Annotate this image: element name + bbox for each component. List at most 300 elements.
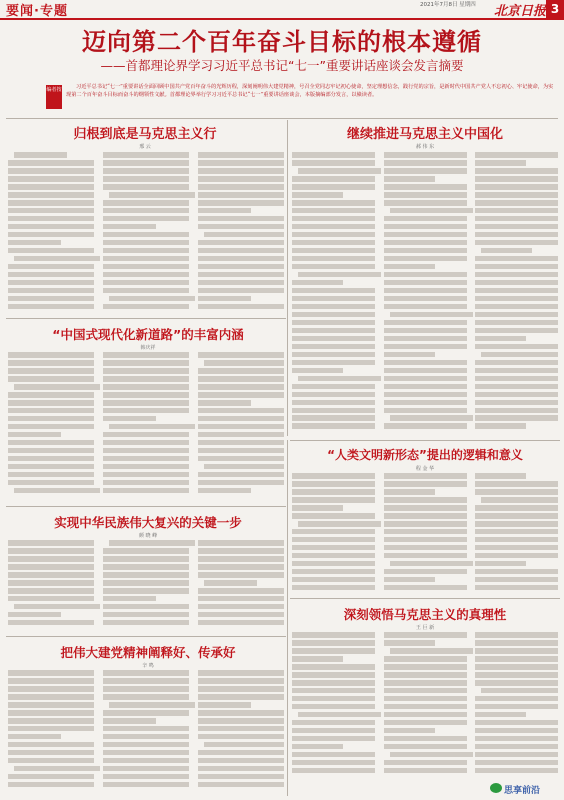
- divider: [290, 598, 560, 599]
- text-line: [8, 548, 94, 554]
- text-line: [103, 264, 189, 270]
- text-line: [8, 456, 94, 462]
- article-body: [292, 473, 558, 593]
- text-line: [475, 545, 558, 551]
- text-line: [384, 400, 467, 406]
- text-line: [384, 537, 467, 543]
- text-line: [475, 569, 558, 575]
- text-line: [103, 176, 189, 182]
- text-line: [103, 572, 189, 578]
- text-line: [198, 734, 284, 740]
- text-line: [103, 240, 189, 246]
- text-line: [198, 572, 284, 578]
- text-line: [103, 556, 189, 562]
- text-line: [103, 432, 189, 438]
- text-line: [292, 585, 375, 591]
- text-line: [298, 712, 381, 718]
- text-line: [384, 529, 467, 535]
- section-name: 要闻·专题: [6, 4, 68, 19]
- text-line: [8, 408, 94, 414]
- text-line: [198, 408, 284, 414]
- article-title: 继续推进马克思主义中国化: [346, 127, 503, 142]
- text-line: [384, 569, 467, 575]
- text-line: [103, 160, 189, 166]
- text-line: [109, 296, 195, 302]
- text-line: [8, 670, 94, 676]
- text-line: [198, 304, 284, 310]
- text-line: [198, 376, 284, 382]
- text-line: [103, 280, 189, 286]
- text-line: [103, 726, 189, 732]
- text-line: [292, 760, 375, 766]
- text-line: [8, 620, 94, 626]
- text-line: [475, 256, 558, 262]
- text-line: [298, 521, 381, 527]
- text-line: [8, 588, 94, 594]
- text-line: [384, 481, 467, 487]
- article-byline: 颜 晓 峰: [138, 533, 158, 539]
- text-line: [475, 184, 558, 190]
- text-line: [8, 540, 94, 546]
- text-line: [292, 256, 375, 262]
- text-line: [198, 168, 284, 174]
- text-line: [198, 718, 284, 724]
- text-line: [198, 296, 251, 302]
- text-line: [292, 408, 375, 414]
- text-line: [475, 561, 526, 567]
- article-title: “人类文明新形态”提出的逻辑和意义: [327, 448, 523, 462]
- text-line: [198, 726, 284, 732]
- editor-note-text: 习近平总书记“七一”重要讲话全面回顾中国共产党百年奋斗的光辉历程，深刻阐明伟大建党精神，号召全党同志牢记初心使命，坚定理想信念，践行党的宗旨，是新时代中国共产党人不忘初心、牢记使命，为实现第二个百年奋斗目标而奋斗的纲领性文献。首都理论界举行学习习近平总书记“七一”重要讲话座谈会，本版摘编部分发言，以飨读者。: [66, 84, 554, 98]
- text-column: [475, 632, 558, 776]
- text-line: [103, 448, 189, 454]
- text-line: [475, 585, 558, 591]
- text-column: [8, 670, 94, 790]
- text-line: [384, 392, 467, 398]
- text-line: [103, 216, 189, 222]
- editor-note-tag: 编者按: [46, 85, 62, 109]
- text-line: [103, 376, 189, 382]
- text-line: [292, 192, 343, 198]
- text-line: [292, 489, 375, 495]
- text-line: [109, 424, 195, 430]
- text-line: [390, 752, 473, 758]
- text-line: [292, 384, 375, 390]
- text-line: [14, 152, 67, 158]
- text-line: [475, 160, 526, 166]
- text-line: [384, 408, 467, 414]
- text-line: [292, 208, 375, 214]
- text-line: [384, 272, 467, 278]
- text-line: [198, 620, 284, 626]
- text-line: [198, 432, 284, 438]
- text-line: [292, 744, 343, 750]
- text-line: [109, 540, 195, 546]
- text-line: [103, 782, 189, 788]
- text-line: [292, 497, 375, 503]
- text-line: [8, 264, 94, 270]
- text-line: [292, 176, 375, 182]
- text-column: [475, 152, 558, 431]
- text-line: [103, 670, 189, 676]
- text-line: [475, 664, 558, 670]
- text-line: [103, 232, 189, 238]
- article-body: [292, 152, 558, 436]
- text-line: [198, 596, 284, 602]
- text-line: [384, 553, 467, 559]
- column-rule: [287, 440, 288, 796]
- text-line: [8, 296, 94, 302]
- text-line: [198, 766, 284, 772]
- text-line: [292, 232, 375, 238]
- text-line: [103, 304, 189, 310]
- text-line: [8, 240, 61, 246]
- text-line: [475, 368, 558, 374]
- text-line: [103, 152, 189, 158]
- column-rule: [287, 120, 288, 436]
- text-line: [292, 200, 375, 206]
- text-line: [475, 240, 558, 246]
- text-line: [292, 672, 375, 678]
- text-line: [198, 352, 284, 358]
- article-byline: 王 巨 新: [415, 625, 435, 631]
- text-line: [8, 734, 61, 740]
- text-line: [14, 488, 100, 494]
- text-line: [475, 224, 558, 230]
- text-column: [8, 152, 94, 312]
- text-line: [384, 473, 467, 479]
- text-line: [292, 415, 375, 421]
- text-line: [204, 232, 284, 238]
- text-line: [292, 728, 375, 734]
- text-line: [384, 744, 467, 750]
- text-line: [384, 513, 467, 519]
- text-line: [198, 678, 284, 684]
- text-line: [475, 489, 558, 495]
- text-line: [8, 168, 94, 174]
- text-line: [384, 344, 467, 350]
- text-line: [292, 264, 375, 270]
- wechat-icon: [490, 783, 502, 793]
- text-line: [384, 672, 467, 678]
- text-line: [292, 537, 375, 543]
- text-line: [292, 184, 375, 190]
- page-headline: 迈向第二个百年奋斗目标的根本遵循: [82, 28, 482, 56]
- text-line: [292, 545, 375, 551]
- text-line: [298, 376, 381, 382]
- text-line: [475, 264, 558, 270]
- text-line: [198, 604, 284, 610]
- text-line: [475, 672, 558, 678]
- text-line: [475, 505, 558, 511]
- text-line: [103, 710, 189, 716]
- text-line: [475, 328, 558, 334]
- text-line: [198, 240, 284, 246]
- text-line: [475, 192, 558, 198]
- text-line: [292, 696, 375, 702]
- text-line: [198, 480, 284, 486]
- text-line: [292, 248, 375, 254]
- text-column: [384, 152, 467, 431]
- text-line: [198, 424, 284, 430]
- text-line: [292, 632, 375, 638]
- text-column: [198, 670, 284, 790]
- text-line: [8, 272, 94, 278]
- text-line: [198, 152, 284, 158]
- text-line: [475, 208, 558, 214]
- text-line: [8, 176, 94, 182]
- text-line: [292, 304, 375, 310]
- text-line: [198, 256, 284, 262]
- text-line: [103, 288, 189, 294]
- page-subhead: ——首都理论界学习习近平总书记“七一”重要讲话座谈会发言摘要: [100, 58, 464, 73]
- text-line: [475, 704, 558, 710]
- text-line: [384, 423, 467, 429]
- text-line: [384, 696, 467, 702]
- text-line: [475, 752, 558, 758]
- text-line: [103, 248, 189, 254]
- text-line: [8, 612, 61, 618]
- text-line: [103, 718, 156, 724]
- text-line: [475, 280, 558, 286]
- text-column: [384, 473, 467, 593]
- text-line: [103, 360, 189, 366]
- article-body: [8, 540, 284, 632]
- text-line: [475, 481, 558, 487]
- text-line: [198, 456, 284, 462]
- text-line: [8, 224, 94, 230]
- article-title: “中国式现代化新道路”的丰富内涵: [52, 327, 244, 342]
- text-line: [204, 742, 284, 748]
- text-column: [198, 352, 284, 496]
- text-column: [384, 632, 467, 776]
- text-line: [198, 488, 251, 494]
- text-line: [292, 296, 375, 302]
- text-line: [198, 782, 284, 788]
- text-line: [292, 736, 375, 742]
- text-line: [384, 224, 467, 230]
- text-line: [475, 176, 558, 182]
- text-line: [384, 304, 467, 310]
- text-line: [292, 336, 375, 342]
- text-line: [103, 392, 189, 398]
- text-line: [198, 248, 284, 254]
- text-line: [292, 240, 375, 246]
- article-byline: 韩庆祥: [140, 345, 156, 351]
- text-line: [198, 556, 284, 562]
- text-column: [103, 352, 189, 496]
- text-line: [475, 696, 558, 702]
- article-byline: 辛 鸣: [142, 663, 154, 669]
- text-line: [475, 553, 558, 559]
- text-line: [198, 472, 284, 478]
- article-title: 把伟大建党精神阐释好、传承好: [60, 645, 236, 660]
- text-line: [475, 640, 558, 646]
- text-line: [384, 192, 467, 198]
- text-line: [8, 432, 61, 438]
- text-line: [384, 352, 435, 358]
- text-line: [475, 296, 558, 302]
- text-line: [384, 577, 435, 583]
- text-line: [475, 320, 558, 326]
- text-line: [384, 248, 467, 254]
- text-line: [198, 288, 284, 294]
- text-line: [8, 556, 94, 562]
- text-line: [475, 168, 558, 174]
- text-line: [292, 720, 375, 726]
- text-line: [475, 392, 558, 398]
- text-line: [384, 384, 467, 390]
- text-line: [475, 384, 558, 390]
- text-line: [103, 208, 189, 214]
- text-line: [384, 256, 467, 262]
- text-line: [8, 192, 94, 198]
- text-line: [103, 734, 189, 740]
- text-line: [475, 336, 526, 342]
- text-line: [384, 521, 467, 527]
- text-line: [475, 680, 558, 686]
- text-line: [292, 481, 375, 487]
- text-line: [8, 448, 94, 454]
- text-line: [384, 160, 467, 166]
- text-line: [292, 529, 375, 535]
- text-line: [103, 256, 189, 262]
- divider: [6, 636, 286, 637]
- text-line: [292, 360, 375, 366]
- text-line: [384, 728, 435, 734]
- text-line: [384, 712, 467, 718]
- text-line: [103, 416, 156, 422]
- text-line: [481, 352, 558, 358]
- text-line: [103, 472, 189, 478]
- text-line: [481, 497, 558, 503]
- text-line: [475, 632, 558, 638]
- text-line: [475, 768, 558, 774]
- text-line: [103, 168, 189, 174]
- text-line: [198, 160, 284, 166]
- text-line: [292, 640, 375, 646]
- text-line: [8, 464, 94, 470]
- paper-logo: 北京日报: [494, 4, 547, 19]
- text-line: [384, 489, 435, 495]
- text-line: [384, 640, 435, 646]
- text-line: [384, 720, 467, 726]
- text-line: [8, 472, 94, 478]
- text-line: [204, 580, 257, 586]
- text-line: [103, 580, 189, 586]
- text-line: [390, 312, 473, 318]
- text-line: [384, 585, 467, 591]
- text-line: [475, 232, 558, 238]
- text-column: [8, 540, 94, 628]
- text-line: [109, 702, 195, 708]
- text-line: [292, 513, 375, 519]
- text-line: [198, 216, 284, 222]
- text-line: [198, 588, 284, 594]
- text-line: [103, 588, 189, 594]
- text-line: [292, 392, 375, 398]
- divider: [6, 318, 286, 319]
- article-title: 归根到底是马克思主义行: [73, 127, 217, 142]
- text-line: [475, 513, 558, 519]
- text-line: [292, 688, 375, 694]
- text-line: [481, 248, 532, 254]
- text-line: [198, 392, 284, 398]
- article-body: [8, 152, 284, 314]
- text-line: [384, 240, 467, 246]
- text-line: [8, 232, 94, 238]
- text-line: [292, 577, 375, 583]
- text-line: [384, 632, 467, 638]
- text-line: [475, 312, 558, 318]
- text-line: [103, 612, 189, 618]
- text-line: [8, 572, 94, 578]
- text-line: [8, 678, 94, 684]
- text-line: [198, 208, 251, 214]
- text-line: [475, 744, 558, 750]
- text-column: [198, 540, 284, 628]
- text-column: [103, 540, 189, 628]
- text-line: [103, 694, 189, 700]
- text-line: [292, 473, 375, 479]
- text-line: [390, 648, 473, 654]
- text-line: [292, 704, 375, 710]
- text-line: [8, 750, 94, 756]
- text-line: [198, 184, 284, 190]
- text-column: [475, 473, 558, 593]
- text-line: [103, 368, 189, 374]
- text-line: [103, 464, 189, 470]
- text-line: [198, 192, 284, 198]
- article-body: [8, 670, 284, 796]
- text-line: [198, 612, 284, 618]
- text-line: [384, 320, 467, 326]
- text-line: [475, 152, 558, 158]
- text-line: [292, 664, 375, 670]
- text-line: [292, 216, 375, 222]
- text-line: [292, 328, 375, 334]
- watermark: 思享前沿: [504, 786, 541, 796]
- text-line: [292, 648, 375, 654]
- text-line: [384, 216, 467, 222]
- text-line: [8, 718, 94, 724]
- text-line: [475, 376, 558, 382]
- text-line: [292, 224, 375, 230]
- text-line: [292, 320, 375, 326]
- text-line: [384, 545, 467, 551]
- text-line: [384, 200, 467, 206]
- text-line: [8, 596, 94, 602]
- text-line: [198, 540, 284, 546]
- text-line: [475, 423, 526, 429]
- text-line: [14, 766, 100, 772]
- text-line: [8, 580, 94, 586]
- text-line: [475, 577, 558, 583]
- text-line: [8, 368, 94, 374]
- text-line: [292, 152, 375, 158]
- text-line: [8, 702, 94, 708]
- text-line: [103, 488, 189, 494]
- text-line: [204, 464, 284, 470]
- text-line: [475, 728, 558, 734]
- text-line: [103, 742, 189, 748]
- text-line: [198, 176, 284, 182]
- text-line: [103, 596, 156, 602]
- text-line: [292, 400, 375, 406]
- text-line: [8, 440, 94, 446]
- text-line: [8, 758, 94, 764]
- text-line: [103, 400, 189, 406]
